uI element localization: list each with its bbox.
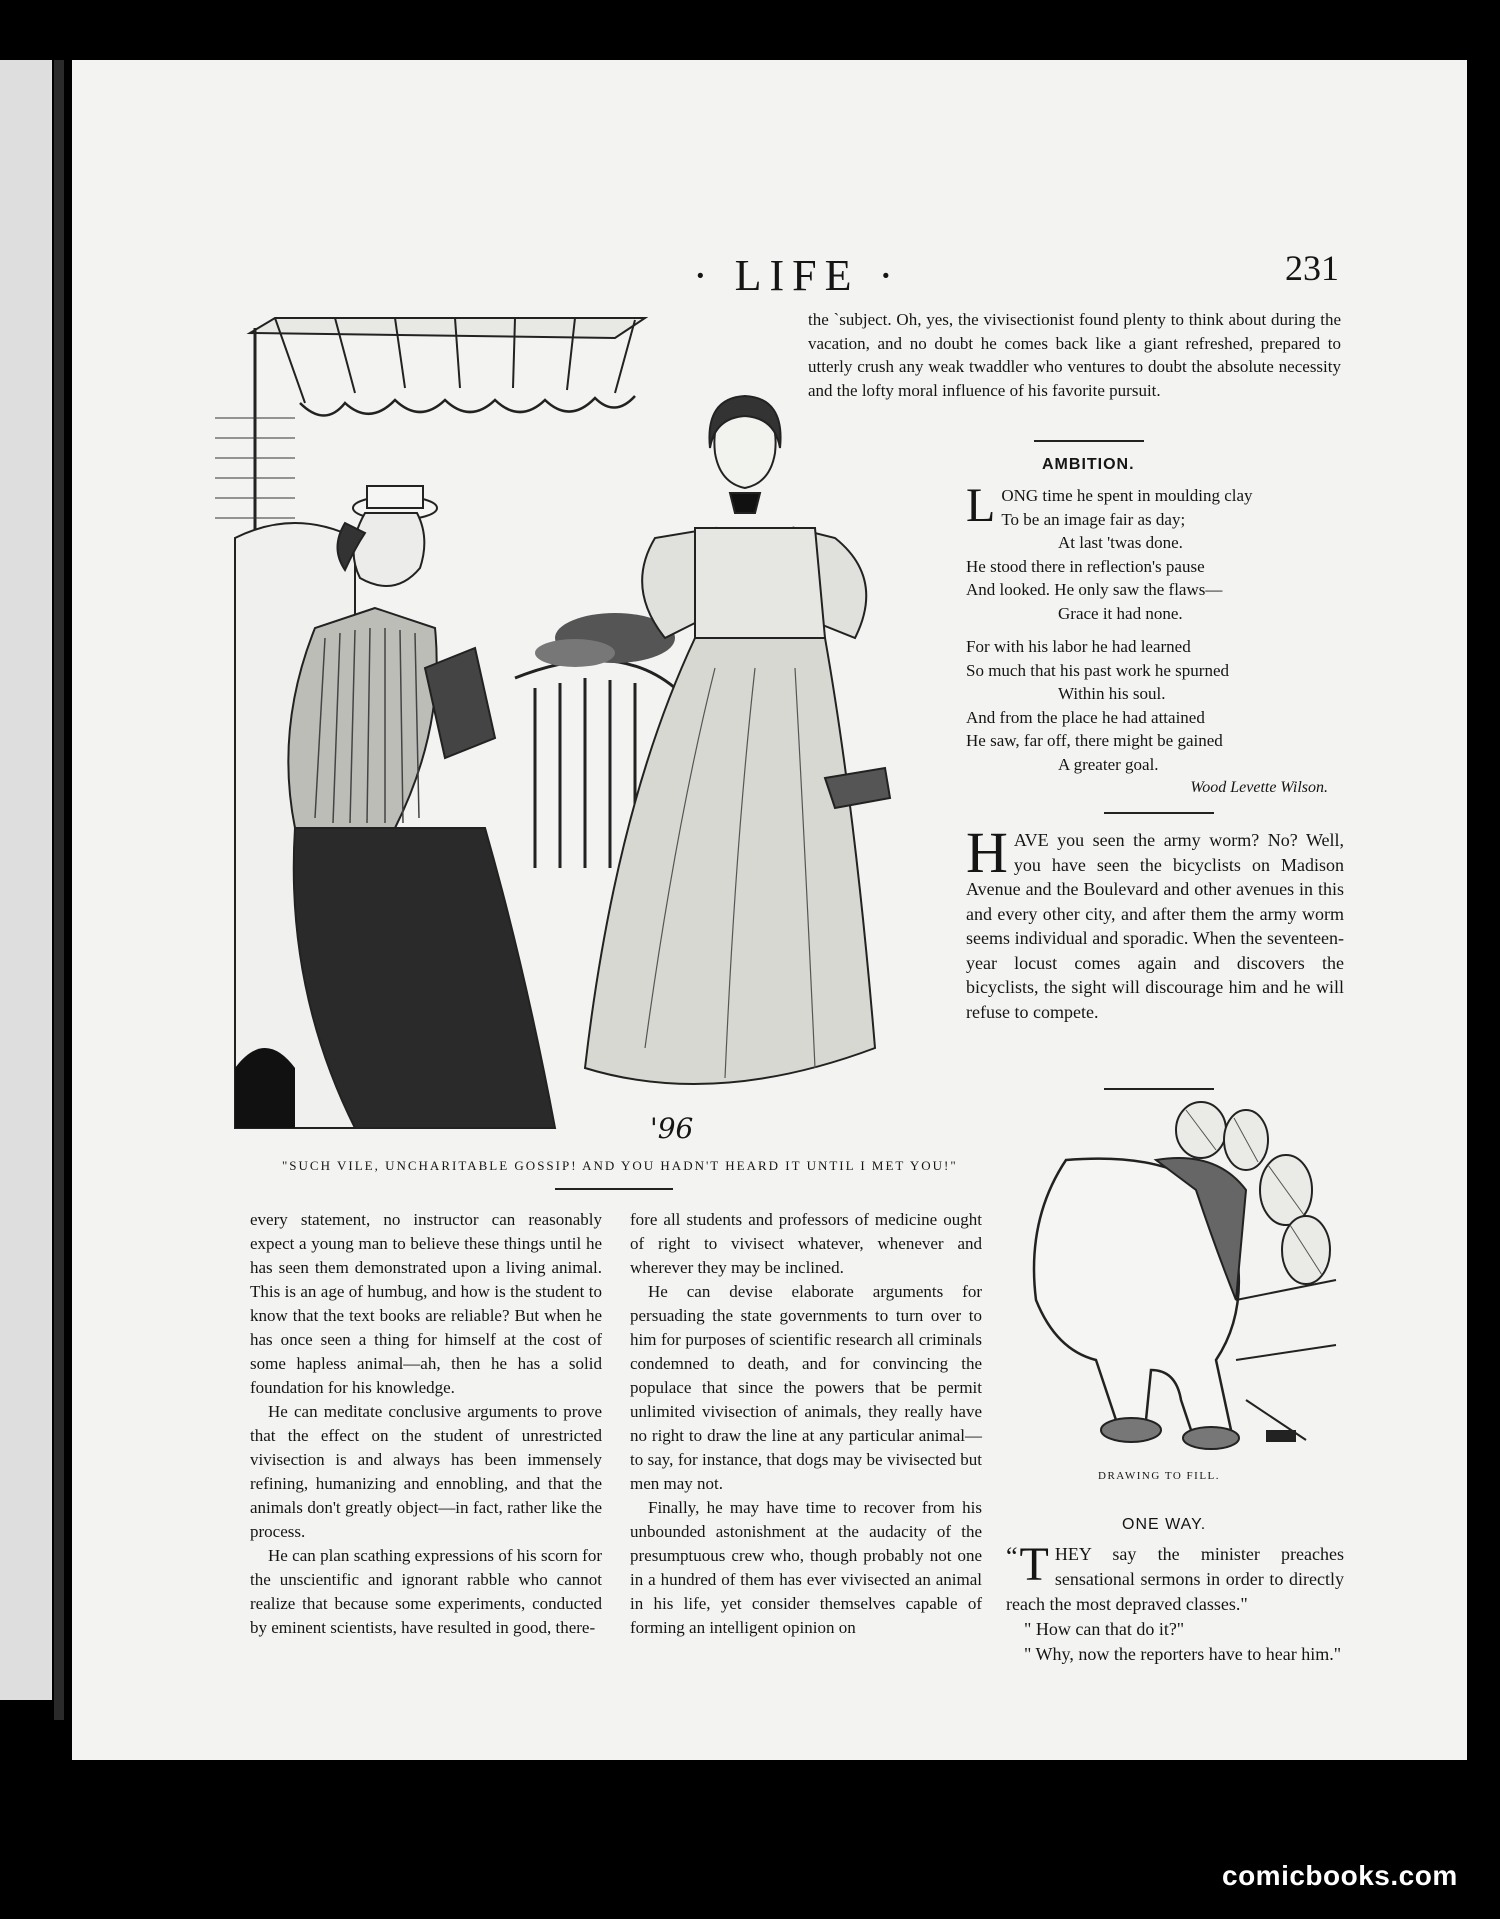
watermark: comicbooks.com [1222, 1860, 1458, 1891]
paragraph-text: HEY say the minister preaches sensational sermons in order to directly reach the most depraved classes." [1006, 1544, 1344, 1614]
artist-signature: '96 [650, 1112, 694, 1145]
left-page-edge [0, 60, 52, 1700]
section-rule [1034, 440, 1144, 442]
paragraph: " How can that do it?" [1024, 1619, 1185, 1639]
poem-drop-cap: L [966, 479, 996, 532]
illustration-caption: "SUCH VILE, UNCHARITABLE GOSSIP! AND YOU HADN'T HEARD IT UNTIL I MET YOU!" [282, 1158, 958, 1173]
paragraph: He can devise elaborate arguments for persuading the state governments to turn over to him for purposes of scientific research all criminals condemned to death, and for convincing the populace that since the powers that be permit unlimited vivisection of animals, they really have no right to draw the line at any particular animal—to say, for instance, that dogs may be vivisected but men may not. [630, 1282, 982, 1493]
poem-line: He saw, far off, there might be gained [966, 731, 1223, 750]
drop-cap: T [1019, 1538, 1049, 1591]
poem-line: And from the place he had attained [966, 707, 1205, 727]
vivisection-column-left [250, 1208, 602, 1640]
poem-title: AMBITION. [1042, 456, 1135, 473]
masthead: · LIFE · [693, 251, 902, 300]
drop-cap: H [966, 820, 1008, 885]
paragraph: Finally, he may have time to recover from his unbounded astonishment at the audacity of the presumptuous crew who, though probably not one in a hundred of them has ever vivisected an animal in his life, yet consider themselves capable of forming an intelligent opinion on [630, 1498, 982, 1637]
poem-line: A greater goal. [1058, 754, 1159, 774]
paragraph: " Why, now the reporters have to hear him." [1024, 1644, 1342, 1664]
poem-line: At last 'twas done. [1058, 533, 1183, 552]
binding-gutter [54, 60, 64, 1720]
porch-gossip-illustration [195, 308, 955, 1138]
open-quote: “ [1006, 1542, 1018, 1571]
poem-line: To be an image fair as day; [1001, 509, 1186, 529]
caption-rule [555, 1188, 673, 1190]
one-way-title: ONE WAY. [1122, 1516, 1207, 1533]
paragraph: the `subject. Oh, yes, the vivisectionist found plenty to think about during the vacation, and no doubt he comes back like a giant refreshed, prepared to utterly crush any weak twaddler who ventures to doubt the absolute necessity and the lofty moral influence of his favorite pursuit. [808, 310, 1341, 400]
drawing-to-fill-illustration [1006, 1100, 1346, 1462]
drawing-caption: DRAWING TO FILL. [1098, 1470, 1221, 1482]
paragraph: every statement, no instructor can reasonably expect a young man to believe these things until he has seen them demonstrated upon a living animal. This is an age of humbug, and how is the student to know that the text books are reliable? But when he has once seen a thing for himself at the cost of some hapless animal—ah, then he has a solid foundation for his knowledge. [250, 1210, 602, 1397]
paragraph: fore all students and professors of medicine ought of right to vivisect whatever, whenever and wherever they may be inclined. [630, 1210, 982, 1277]
poem-line: He stood there in reflection's pause [966, 556, 1205, 576]
poem-author: Wood Levette Wilson. [1190, 779, 1328, 796]
poem-line: ONG time he spent in moulding clay [1001, 486, 1253, 505]
poem-line: So much that his past work he spurned [966, 660, 1229, 680]
page-number: 231 [1285, 248, 1339, 288]
vivisection-column-middle [630, 1208, 982, 1640]
paragraph-text: AVE you seen the army worm? No? Well, you have seen the bicyclists on Madison Avenue and the Boulevard and other avenues in this and every other city, and after them the army worm seems individual and sporadic. When the seventeen-year locust comes again and discovers the bicyclists, the sight will discourage him and he will refuse to compete. [966, 830, 1344, 1022]
paragraph: He can plan scathing expressions of his scorn for the unscientific and ignorant rabble who cannot realize that because some experiments, conducted by eminent scientists, have resulted in good, there- [250, 1546, 602, 1637]
poem-line: For with his labor he had learned [966, 637, 1191, 656]
army-worm-paragraph [966, 820, 1344, 1024]
section-rule [1104, 1088, 1214, 1090]
section-rule [1104, 812, 1214, 814]
vivisection-text-continued [808, 308, 1341, 402]
poem-ambition [966, 479, 1346, 800]
one-way-anecdote [1006, 1538, 1344, 1667]
poem-line: Within his soul. [1058, 684, 1166, 703]
paragraph [1006, 1538, 1344, 1617]
paragraph: He can meditate conclusive arguments to prove that the effect on the student of unrestricted vivisection is and always has been immensely refining, humanizing and ennobling, and that the animals don't greatly object—in fact, rather like the process. [250, 1402, 602, 1541]
poem-line: Grace it had none. [1058, 603, 1183, 623]
poem-line: And looked. He only saw the flaws— [966, 580, 1223, 599]
